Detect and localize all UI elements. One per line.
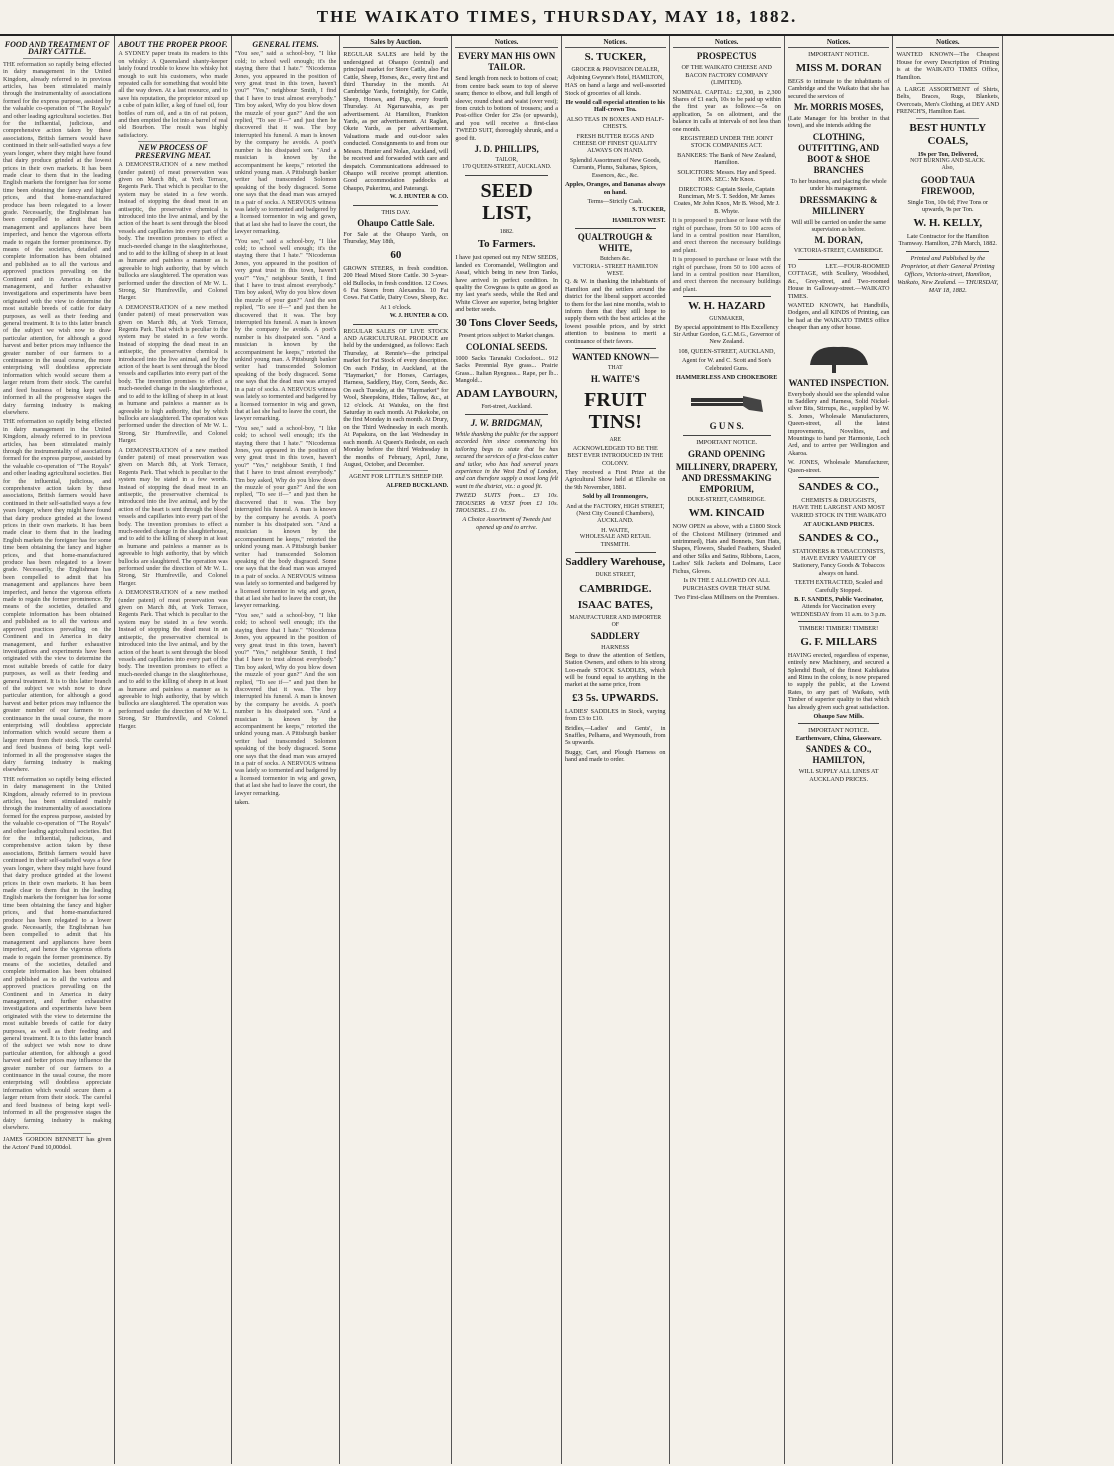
divider bbox=[798, 259, 880, 260]
ad-line: Splendid Assortment of New Goods, Currants, Plums, Sultanas, Spices, Essences, &c., &c. bbox=[569, 156, 661, 179]
ad-text: I have just opened out my NEW SEEDS, landed ex Coromandel, Wellington and Assaf, which being in new Iron Tanks, have arrived in perfect condition. In quality the Cowgrass is quite as good as my last year's seeds, while the Red and White Clover are superior, being brighter and better seeds. bbox=[455, 254, 559, 314]
ad-highlight: Apples, Oranges, and Bananas always on hand. bbox=[565, 181, 666, 196]
ad-sub-3: HARNESS bbox=[601, 644, 630, 652]
ad-text: HAVING erected, regardless of expense, entirely new Machinery, and secured a Splendid Bush, of the finest Kahikatea and Rimu in the colony, is now prepared to supply the public, at the Lowest Rates, to any part of Waikato, with Timber of superior quality to that which has already given such great satisfaction. bbox=[787, 651, 890, 711]
article-body-2: A DEMONSTRATION of a new method (under patent) of meat preservation was given on March 8th, at York Terrace, Regents Park. That which is peculiar to the system may be stated in a few words. Instead of stopping the dead meat in an antiseptic, the preservative chemical is introduced into the live animal, and by the action of the heart is sent through the blood vessels and capillaries into every part of the body. The invention promises to effect a much-needed change in the slaughterhouse, and to add to the killing of sheep in at least as humane and painless a manner as is agreeable to high authority, that by which bullocks are slaughtered. The operation was performed under the direction of Mr W. L. Strong, Sir Humfreville, and Colonel Harger. bbox=[118, 161, 228, 302]
article-body: "You see," said a school-boy, "I like cold; to school well enough; it's the staying there that I hate." "Nicodemus Jones, you appeared in the position of very great trust in this town, haven't you?" "Yes," neighbour Smith, I find that I have to trust almost everybody." Tim boy asked, Why do you blow down the muzzle of your gun?" And the son replied, "To see if—" and just then he discovered that it was. The boy interrupted his funeral. A man is known by the company he avoids. A poet's number is his dissipated son. "And a musician is known by the accompaniment he keeps," retorted the unkind young man. A Pittsburgh banker writer had transcended Solomon speaking of the body disgraced. Some one says that the dead man was arrayed in a pair of socks. A NERVOUS witness was lately so tormented and badgered by a licensed tormentor in wig and gown, that at last she had to leave the court, the lawyer remarking. bbox=[234, 50, 337, 236]
ad-price-list: 1000 Sacks Taranaki Cocksfoot... 912 Sacks Perennial Rye grass... Prairie Grass... Italian Ryegrass... Rape, per lb... Mangold... bbox=[455, 354, 559, 385]
ad-text: And at the FACTORY, HIGH STREET, (Next City Council Chambers), AUCKLAND. bbox=[566, 502, 665, 525]
column-2 bbox=[115, 36, 231, 1464]
article-body-continued-2: "You see," said a school-boy, "I like cold; to school well enough; it's the staying there that I hate." "Nicodemus Jones, you appeared in the position of very great trust in this town, haven't you?" "Yes," neighbour Smith, I find that I have to trust almost everybody." Tim boy asked, Why do you blow down the muzzle of your gun?" And the son replied, "To see if—" and just then he discovered that it was. The boy interrupted his funeral. A man is known by the company he avoids. A poet's number is his dissipated son. "And a musician is known by the accompaniment he keeps," retorted the unkind young man. A Pittsburgh banker writer had transcended Solomon speaking of the body disgraced. Some one says that the dead man was arrayed in a pair of socks. A NERVOUS witness was lately so tormented and badgered by a licensed tormentor in wig and gown, that at last she had to leave the court, the lawyer remarking. bbox=[234, 424, 337, 610]
ad-firm-address: Adjoining Gwynne's Hotel, HAMILTON, bbox=[566, 74, 664, 81]
ad-sub: Also, bbox=[941, 165, 954, 172]
ad-firm-3: SANDES & CO., bbox=[798, 531, 879, 544]
ad-firm: W. H. KELLY, bbox=[913, 216, 983, 229]
ad-text: Everybody should see the splendid value in Saddlery and Harness, Solid Nickel-silver Bits, Stirrups, &c., supplied by W. S. Jones, Wholesale Manufacturers, Queen-street, all the latest improvements, Novelties, and Mountings to hand per Harmonie, Loch Ard, and to arrive per Wellington and Akaroa. bbox=[787, 390, 890, 457]
ad-text: Q. & W. in thanking the inhabitants of Hamilton and the settlers around the district for the liberal support accorded to them for the last nine months, wish to inform them that they still hope to supply them with the best articles at the lowest possible prices, and by strict attention to business to merit a continuance of their favors. bbox=[565, 278, 666, 345]
ad-subheadline: To Farmers. bbox=[477, 238, 536, 251]
ad-title: WANTED INSPECTION. bbox=[788, 377, 889, 388]
ad-firm-2: QUALTROUGH & WHITE, bbox=[577, 232, 653, 254]
ad-price: 19s per Ton, Delivered, bbox=[917, 150, 979, 158]
ad-text: BEGS to intimate to the inhabitants of Cambridge and the Waikato that she has secured the services of bbox=[787, 77, 890, 100]
divider bbox=[575, 348, 655, 349]
ad-signature: S. TUCKER, bbox=[632, 207, 666, 214]
ad-signature: ALFRED BUCKLAND. bbox=[386, 482, 449, 489]
ad-text: WANTED KNOWN—The Cheapest House for every Description of Printing is at the WAIKATO TIMES Office, Hamilton. bbox=[896, 51, 1000, 81]
ad-firm-sub: TAILOR, bbox=[495, 157, 518, 164]
ad-text: Late Contractor for the Hamilton Tramway. Hamilton, 27th March, 1882. bbox=[898, 232, 997, 248]
divider bbox=[23, 1133, 91, 1134]
ad-firm-5: SANDES & CO., HAMILTON, bbox=[805, 744, 872, 766]
ad-title: IMPORTANT NOTICE. bbox=[808, 51, 870, 59]
ad-text: NOW OPEN as above, with a £1800 Stock of the Choicest Millinery (trimmed and untrimmed), Hats and Bonnets, Sun Hats, Shapes, Flowers, Shaded Feathers, Shaded and other Silks and Satins, Ribbons, Laces, Ladies' Silk Jackets and Dolmans, Lace Fichus, Gloves. bbox=[672, 523, 781, 575]
ad-name: B. F. SANDES, Public Vaccinator, bbox=[794, 596, 884, 604]
ad-title: PROSPECTUS bbox=[696, 51, 757, 62]
ad-line: BANKERS: The Bank of New Zealand, Hamilton. bbox=[677, 151, 777, 167]
article-body: A SYDNEY paper treats its readers to this on whisky: A Queensland shanty-keeper lately found trouble to know his whisky hot enough to suit his customers, who made repeated calls for something that would bite all the way down. At a last resource, and to save his reputation, the proprietor mixed up a cube of pain killer, a keg of fusel oil, four bottles of rum oil, and a tin of rat poison, and then emptied the lot into a barrel of real old Bourbon. The result was highly satisfactory. bbox=[118, 50, 228, 139]
ad-firm: MISS M. DORAN bbox=[795, 61, 882, 74]
ad-signature-sub: WHOLESALE AND RETAIL TINSMITH. bbox=[579, 534, 651, 548]
ad-firm-3: J. W. BRIDGMAN, bbox=[470, 417, 543, 428]
ad-firm-2-sub: Butchers &c. bbox=[599, 256, 631, 263]
ad-price: £3 5s. UPWARDS. bbox=[572, 691, 659, 704]
ad-firm-4: G. F. MILLARS bbox=[800, 635, 877, 648]
ad-name: Mr. MORRIS MOSES, bbox=[794, 102, 884, 113]
ad-subheadline-2: COLONIAL SEEDS. bbox=[465, 341, 548, 352]
ad-title: WANTED KNOWN— bbox=[571, 352, 659, 362]
ad-firm: J. D. PHILLIPS, bbox=[474, 144, 539, 155]
divider bbox=[23, 58, 91, 59]
divider bbox=[465, 175, 548, 176]
column-6 bbox=[562, 36, 669, 1464]
divider bbox=[575, 552, 655, 553]
ad-text: TO LET.—FOUR-ROOMED COTTAGE, with Scullery, Woodshed, &c., Grey-street, and Two-roomed House in Galloway-street.—WAIKATO TIMES. bbox=[787, 262, 890, 300]
ad-text: TEETH EXTRACTED, Scaled and Carefully Stopped. bbox=[794, 579, 883, 594]
ad-line: ALSO TEAS IN BOXES AND HALF-CHESTS. bbox=[566, 115, 664, 131]
ad-title: EVERY MAN HIS OWN TAILOR. bbox=[458, 51, 556, 73]
ad-sub-2: SADDLERY bbox=[590, 631, 640, 642]
columns bbox=[0, 36, 1114, 1464]
column-header: Sales by Auction. bbox=[343, 39, 448, 48]
divider bbox=[798, 621, 880, 622]
masthead-title: THE WAIKATO TIMES, THURSDAY, MAY 18, 1882. bbox=[316, 7, 798, 26]
ad-signature: W. J. HUNTER & CO. bbox=[389, 194, 449, 201]
ad-sub: ARE bbox=[609, 437, 622, 444]
ad-headline-2: Saddlery Warehouse, bbox=[565, 556, 666, 569]
ad-headline-2: 30 Tons Clover Seeds, bbox=[455, 316, 558, 329]
column-header: Notices. bbox=[565, 39, 665, 48]
ad-sub: MANUFACTURER AND IMPORTER OF bbox=[569, 614, 662, 628]
column-header: Notices. bbox=[455, 39, 558, 48]
ad-headline: GRAND OPENING bbox=[688, 448, 766, 459]
ad-terms: Terms—Strictly Cash. bbox=[587, 197, 643, 205]
imprint: Printed and Published by the Proprietor, at their General Printing Offices, Victoria-street, Hamilton, Waikato, New Zealand. — THURSDAY, MAY 18, 1882. bbox=[897, 254, 999, 294]
article-body-continued-2: THE reformation so rapidly being effected in dairy management in the United Kingdom, already referred to in previous articles, has been stimulated mainly through the instrumentality of associations formed for the express purpose, assisted by the valuable co-operation of "The Royals" and other leading agricultural societies. But for the influential, judicious, and comprehensive action taken by these associations, British farmers would have continued in their self-satisfied ways a few years longer, where they might have found that dairy produce grinded at the lowest prices in their own markets. It has been made clear to them that in the leading English markets the foreigner has for some time been obtaining the fancy and higher prices, and that home-manufactured produce has been relegated to a lower grade. Necessarily, the Englishman has been compelled to admit that his management and appliances have been imperfect, and hence the vigorous efforts made to regain the former prominence. By means of the societies, detailed and complete information has been obtained and published as to all the various and approved practices prevailing on the Continent and in America in dairy management, and further exhaustive investigations and experiments have been originated with the view to determine the most suitable breeds of cattle for dairy purposes, as well as their feeding and general treatment. It is to this latter branch of the subject we wish now to draw particular attention, for although a good harvest and better prices may influence the greater number of our farmers to a continuance in the usual course, the more enterprising will doubtless appreciate information which would secure them a larger return from their stock. The careful and feed business of being kept well-informed in all the progressive stages the dairy farming industry is making elsewhere. bbox=[3, 775, 112, 1131]
ad-note: A Choice Assortment of Tweeds just opened up and to arrive. bbox=[462, 516, 551, 531]
ad-list: GROWN STEERS, in fresh condition. 200 Head Mixed Store Cattle. 30 3-year-old Bullocks, in fresh condition. 12 Cows. 6 Fat Steers from Alexandra. 10 Fat Cows. Fat Cattle, Dairy Cows, Sheep, &c. bbox=[343, 264, 449, 302]
divider bbox=[363, 470, 428, 471]
ad-firm-sub: GUNMAKER, bbox=[709, 316, 745, 323]
divider bbox=[465, 414, 548, 415]
ad-highlight: AT AUCKLAND PRICES. bbox=[803, 521, 875, 529]
saddle-icon bbox=[802, 335, 876, 375]
article-heading-2: NEW PROCESS OF PRESERVING MEAT. bbox=[135, 143, 212, 160]
column-8 bbox=[785, 36, 894, 1464]
ad-firm: S. TUCKER, bbox=[584, 51, 646, 64]
ad-text: A LARGE ASSORTMENT of Shirts, Belts, Braces, Rugs, Blankets, Overcoats, Men's Clothing, at DEY AND FRENCH'S, Hamilton East. bbox=[896, 86, 1000, 116]
divider bbox=[906, 251, 989, 252]
column-1 bbox=[0, 36, 115, 1464]
ad-firm-2-address: VICTORIA - STREET HAMILTON WEST. bbox=[572, 263, 658, 277]
ad-sub: THAT bbox=[607, 365, 623, 371]
ad-title: IMPORTANT NOTICE. bbox=[808, 727, 870, 735]
ad-prices: TWEED SUITS from... £3 10s. TROUSERS & VEST from £1 10s. TROUSERS... £1 0s. bbox=[455, 492, 559, 515]
divider bbox=[683, 296, 771, 297]
article-body-continued-3: "You see," said a school-boy, "I like cold; to school well enough; it's the staying there that I hate." "Nicodemus Jones, you appeared in the position of very great trust in this town, haven't you?" "Yes," neighbour Smith, I find that I have to trust almost everybody." Tim boy asked, Why do you blow down the muzzle of your gun?" And the son replied, "To see if—" and just then he discovered that it was. The boy interrupted his funeral. A man is known by the company he avoids. A poet's number is his dissipated son. "And a musician is known by the accompaniment he keeps," retorted the unkind young man. A Pittsburgh banker writer had transcended Solomon speaking of the body disgraced. Some one says that the dead man was arrayed in a pair of socks. A NERVOUS witness was lately so tormented and badgered by a licensed tormentor in wig and gown, that at last she had to leave the court, the lawyer remarking. bbox=[234, 611, 337, 797]
ad-headline-2: DRESSMAKING & MILLINERY bbox=[799, 194, 878, 216]
ad-sub: Ohaupo Saw Mills. bbox=[813, 712, 864, 720]
ad-firm-address: 170 QUEEN-STREET, AUCKLAND. bbox=[462, 164, 552, 171]
ad-text: WANTED KNOWN, hat Handbills, Dodgers, and all KINDS of Printing, can be had at the WAIKATO TIMES office cheaper than any other house. bbox=[787, 301, 890, 332]
ad-big-number: 60 bbox=[390, 248, 402, 261]
ad-firm-2: ADAM LAYBOURN, bbox=[455, 387, 558, 400]
ad-sub: NOT BURNING AND SLACK. bbox=[910, 158, 986, 165]
footer-note: JAMES GORDON BENNETT has given the Actors' Fund 10,000dol. bbox=[3, 1136, 112, 1151]
ad-line: REGISTERED UNDER THE JOINT STOCK COMPANIES ACT. bbox=[680, 135, 774, 150]
ad-text: (Late Manager for his brother in that town), and she intends adding the bbox=[787, 115, 890, 130]
divider bbox=[683, 435, 771, 436]
ad-text: LADIES' SADDLES in Stock, varying from £3 to £10. bbox=[565, 707, 666, 723]
article-heading: GENERAL ITEMS. bbox=[252, 40, 319, 49]
article-body-2-continued-2: A DEMONSTRATION of a new method (under patent) of meat preservation was given on March 8th, at York Terrace, Regents Park. That which is peculiar to the system may be stated in a few words. Instead of stopping the dead meat in an antiseptic, the preservative chemical is introduced into the live animal, and by the action of the heart is sent through the blood vessels and capillaries into every part of the body. The invention promises to effect a much-needed change in the slaughterhouse, and to add to the killing of sheep in at least as humane and painless a manner as is agreeable to high authority, that by which bullocks are slaughtered. The operation was performed under the direction of Mr W. L. Strong, Sir Humfreville, and Colonel Harger. bbox=[118, 446, 228, 587]
ad-text: NOMINAL CAPITAL: £2,300, in 2,300 Shares of £1 each, 10s to be paid up within the first year as follows:—5s on application, 5s on allotment, and the balance in calls at intervals of not less than one month. bbox=[672, 88, 781, 133]
ad-headline-3: CAMBRIDGE. bbox=[579, 582, 652, 595]
column-header: Notices. bbox=[896, 39, 999, 48]
ad-headline: SEED LIST, bbox=[480, 179, 533, 224]
ad-text: Bridles,—Ladies' and Gents', in Snaffles, Pelhams, and Weymouth, from 5s upwards. bbox=[565, 724, 666, 747]
column-3 bbox=[232, 36, 341, 1464]
ad-text: W. JONES, Wholesale Manufacturer, Queen-street. bbox=[787, 459, 890, 474]
article-body: THE reformation so rapidly being effected in dairy management in the United Kingdom, already referred to in previous articles, has been stimulated mainly through the instrumentality of associations formed for the express purpose, assisted by the valuable co-operation of "The Royals" and other leading agricultural societies. But for the influential, judicious, and comprehensive action taken by these associations, British farmers would have continued in their self-satisfied ways a few years longer, where they might have found that dairy produce grinded at the lowest prices in their own markets. It has been made clear to them that in the leading English markets the foreigner has for some time been obtaining the fancy and higher prices, and that home-manufactured produce has been relegated to a lower grade. Necessarily, the Englishman has been compelled to admit that his management and appliances have been imperfect, and hence the vigorous efforts made to regain the former prominence. By means of the societies, detailed and complete information has been obtained and published as to all the various and approved practices prevailing on the Continent and in America in dairy management, and further exhaustive investigations and experiments have been originated with the view to determine the most suitable breeds of cattle for dairy purposes, as well as their feeding and general treatment. It is to this latter branch of the subject we wish now to draw particular attention, for although a good harvest and better prices may influence the greater number of our farmers to a continuance in the usual course, the more enterprising will doubtless appreciate information which would secure them a larger return from their stock. The careful and feed business of being kept well-informed in all the progressive stages the dairy farming industry is making elsewhere. bbox=[3, 60, 112, 416]
divider bbox=[353, 324, 438, 325]
ad-firm-2: SANDES & CO., bbox=[798, 481, 879, 493]
ad-headline: BEST HUNTLY COALS, bbox=[909, 121, 987, 147]
divider bbox=[138, 141, 207, 142]
ad-title: TIMBER! TIMBER! TIMBER! bbox=[799, 625, 879, 633]
divider bbox=[916, 118, 979, 119]
ad-signature-sub: HAMILTON WEST. bbox=[612, 217, 666, 224]
ad-firm-2: WM. KINCAID bbox=[688, 507, 765, 520]
ad-headline: FRUIT TINS! bbox=[584, 389, 647, 434]
ad-headline-2: MILLINERY, DRAPERY, AND DRESSMAKING EMPORIUM, bbox=[675, 461, 778, 494]
ad-text: While thanking the public for the support accorded him since commencing his tailoring begs to state that he has secured the services of a first-class cutter and tailor, who has had several years experience in the West End of London, and can therefore supply a most long felt want in the district, viz.: a good fit. bbox=[455, 430, 559, 490]
ad-line: Two First-class Milliners on the Premises. bbox=[674, 593, 779, 601]
column-9 bbox=[893, 36, 1003, 1464]
ad-line: SOLICITORS: Messrs. Hay and Speed. HON. SEC.: Mr Knox. bbox=[677, 168, 776, 184]
ad-text: REGULAR SALES are held by the undersigned at Ohaupo (central) and principal market for Store Cattle, also Fat Cattle, Sheep, Horses, &c., every first and third Thursday in the month. At Cambridge Yards, fortnightly, for Cattle, Sheep, Horses, and Pigs, every fourth Thursday. At Ngaruawahia, as per advertisement. At Hamilton, Frankton Yards, as per advertisement. At Raglan, Okete Yards, as per advertisement. Valuations made and out-door sales conducted. Consignments to and from our Messrs. Hunter and Nolan, Auckland, will be received and forwarded with care and despatch. Communications addressed to Ohaupo will receive prompt attention. Good accommodation paddocks at Ohaupo, Pukerimu, and Paterangi. bbox=[343, 51, 449, 192]
ad-text: It is proposed to purchase or lease with the right of purchase, from 50 to 100 acres of land in a central position near Hamilton, and erect thereon the necessary buildings and plant. bbox=[672, 217, 781, 254]
ad-note: Present prices subject to Market changes. bbox=[458, 332, 555, 339]
column-7 bbox=[670, 36, 785, 1464]
ad-headline-2: GOOD TAUA FIREWOOD, bbox=[920, 174, 975, 196]
ad-sub: STATIONERS & TOBACCONISTS, bbox=[792, 547, 885, 555]
ad-text: ACKNOWLEDGED TO BE THE BEST EVER INTRODUCED IN THE COLONY. bbox=[567, 444, 664, 467]
ad-sub: CHEMISTS & DRUGGISTS, bbox=[801, 497, 877, 504]
ad-title: IMPORTANT NOTICE. bbox=[696, 439, 758, 447]
ad-address: VICTORIA-STREET, CAMBRIDGE. bbox=[793, 248, 884, 255]
ad-address: DUKE-STREET, CAMBRIDGE. bbox=[687, 496, 766, 503]
divider bbox=[798, 477, 880, 478]
ad-firm-2-address: Fort-street, Auckland. bbox=[481, 403, 533, 410]
ad-sub: Earthenware, China, Glassware. bbox=[795, 734, 882, 742]
divider bbox=[353, 205, 438, 206]
ad-sub: OF THE WAIKATO CHEESE AND BACON FACTORY COMPANY (LIMITED). bbox=[681, 64, 772, 87]
ad-sub: DUKE STREET, bbox=[595, 572, 636, 579]
article-body-2-continued-3: A DEMONSTRATION of a new method (under patent) of meat preservation was given on March 8th, at York Terrace, Regents Park. That which is peculiar to the system may be stated in a few words. Instead of stopping the dead meat in an antiseptic, the preservative chemical is introduced into the live animal, and by the action of the heart is sent through the blood vessels and capillaries into every part of the body. The invention promises to effect a much-needed change in the slaughterhouse, and to add to the killing of sheep in at least as humane and painless a manner as is agreeable to high authority, that by which bullocks are slaughtered. The operation was performed under the direction of Mr W. L. Strong, Sir Humfreville, and Colonel Harger. bbox=[118, 589, 228, 730]
ad-text: WILL SUPPLY ALL LINES AT AUCKLAND PRICES. bbox=[798, 768, 879, 783]
ad-text: Will still be carried on under the same supervision as before. bbox=[791, 218, 886, 234]
ad-text: Begs to draw the attention of Settlers, Station Owners, and others to his strong Loo-made STOCK SADDLES, which will be found equal to anything in the market at the same price, from bbox=[565, 651, 666, 689]
ad-text: Attends for Vaccination every WEDNESDAY from 11 a.m. to 3 p.m. bbox=[791, 603, 887, 618]
ad-firm: W. H. HAZARD bbox=[688, 300, 766, 313]
ad-line: FRESH BUTTER EGGS AND CHEESE OF FINEST QUALITY ALWAYS ON HAND. bbox=[573, 132, 658, 155]
ad-signature: W. J. HUNTER & CO. bbox=[389, 313, 449, 320]
ad-sub: G U N S. bbox=[709, 421, 744, 432]
ad-signature: H. WAITE, bbox=[601, 526, 630, 534]
divider bbox=[798, 723, 880, 724]
ad-text: Single Ton, 10s 6d; Five Tons or upwards, 9s per Ton. bbox=[907, 198, 989, 214]
article-heading: FOOD AND TREATMENT OF DAIRY CATTLE. bbox=[4, 40, 110, 57]
ad-highlight: HAMMERLESS AND CHOKEBORE bbox=[675, 374, 778, 382]
ad-text: HAS on hand a large and well-assorted Stock of groceries of all kinds. bbox=[565, 82, 666, 97]
ad-text: HAVE EVERY VARIETY OF Stationery, Fancy Goods & Tobaccos always on hand. bbox=[792, 555, 885, 577]
ad-signature: M. DORAN, bbox=[814, 235, 863, 246]
column-5 bbox=[452, 36, 562, 1464]
article-body-continued: THE reformation so rapidly being effected in dairy management in the United Kingdom, already referred to in previous articles, has been stimulated mainly through the instrumentality of associations formed for the express purpose, assisted by the valuable co-operation of "The Royals" and other leading agricultural societies. But for the influential, judicious, and comprehensive action taken by these associations, British farmers would have continued in their self-satisfied ways a few years longer, where they might have found that dairy produce grinded at the lowest prices in their own markets. It has been made clear to them that in the leading English markets the foreigner has for some time been obtaining the fancy and higher prices, and that home-manufactured produce has been relegated to a lower grade. Necessarily, the Englishman has been compelled to admit that his management and appliances have been imperfect, and hence the vigorous efforts made to regain the former prominence. By means of the societies, detailed and complete information has been obtained and published as to all the various and approved practices prevailing on the Continent and in America in dairy management, and further exhaustive investigations and experiments have been originated with the view to determine the most suitable breeds of cattle for dairy purposes, as well as their feeding and general treatment. It is to this latter branch of the subject we wish now to draw particular attention, for although a good harvest and better prices may influence the greater number of our farmers to a continuance in the usual course, the more enterprising will doubtless appreciate information which would secure them a larger return from their stock. The careful and feed business of being kept well-informed in all the progressive stages the dairy farming industry is making elsewhere. bbox=[3, 418, 112, 774]
column-header: Notices. bbox=[788, 39, 890, 48]
ad-firm-4: ISAAC BATES, bbox=[577, 598, 653, 611]
ad-text-continued: It is proposed to purchase or lease with the right of purchase, from 50 to 100 acres of land in a central position near Hamilton, and erect thereon the necessary buildings and plant. bbox=[672, 256, 781, 293]
divider bbox=[916, 83, 979, 84]
masthead bbox=[0, 0, 1114, 36]
column-4 bbox=[340, 36, 452, 1464]
ad-text: For Sale at the Ohaupo Yards, on Thursday, May 18th, bbox=[343, 230, 449, 246]
ad-text: They received a First Prize at the Agricultural Show held at Ellerslie on the 9th November, 1881. bbox=[565, 469, 666, 491]
ad-agent: AGENT FOR LITTLE'S SHEEP DIP. bbox=[348, 473, 443, 481]
ad-firm-3: H. WAITE'S bbox=[590, 374, 640, 385]
ad-time: At 1 o'clock. bbox=[380, 303, 412, 311]
ad-address: 108, QUEEN-STREET, AUCKLAND, bbox=[678, 347, 775, 355]
article-heading: ABOUT THE PROPER PROOF. bbox=[118, 40, 228, 49]
shotgun-icon bbox=[687, 384, 767, 418]
ad-text: HAVE THE LARGEST AND MOST VARIED STOCK IN THE WAIKATO bbox=[790, 504, 887, 519]
ad-headline: CLOTHING, OUTFITTING, AND BOOT & SHOE BRANCHES bbox=[798, 131, 880, 175]
ad-text: REGULAR SALES OF LIVE STOCK AND AGRICULTURAL PRODUCE are held by the undersigned, as follows: Each Thursday, at Rennie's—the principal market for Fat Stock of every description. On each Friday, in Auckland, at the "Haymarket," for Horses, Carriages, Harness, Saddlery, Hay, Corn, Seeds, &c. On each Tuesday, at the "Haymarket" for Wool, Sheepskins, Hides, Tallow, &c., at 12 o'clock. At Waiuku, on the first Saturday in each month. At Pukekohe, on the first Monday in each month. At Drury, on the Third Wednesday in each month. At Papakura, on the last Wednesday in each month. At Queen's Redoubt, on each Monday before the third Wednesday in the months of February, April, June, August, October, and December. bbox=[343, 327, 449, 468]
ad-label: THIS DAY. bbox=[381, 208, 411, 216]
ad-text: Buggy, Cart, and Plough Harness on hand and made to order. bbox=[565, 748, 666, 764]
ad-text: By special appointment to His Excellency Sir Arthur Gordon, G.C.M.G., Governor of New Zealand. bbox=[673, 323, 781, 346]
divider bbox=[575, 228, 655, 229]
ad-line: DIRECTORS: Captain Steele, Captain Runciman, Mr S. T. Seddon, Mr James Coates, Mr John Knox, Mr B. Wood, Mr J. B. Whyte. bbox=[673, 185, 780, 215]
footer-note: taken. bbox=[234, 799, 250, 807]
article-body-continued: "You see," said a school-boy, "I like cold; to school well enough; it's the staying there that I hate." "Nicodemus Jones, you appeared in the position of very great trust in this town, haven't you?" "Yes," neighbour Smith, I find that I have to trust almost everybody." Tim boy asked, Why do you blow down the muzzle of your gun?" And the son replied, "To see if—" and just then he discovered that it was. The boy interrupted his funeral. A man is known by the company he avoids. A poet's number is his dissipated son. "And a musician is known by the accompaniment he keeps," retorted the unkind young man. A Pittsburgh banker writer had transcended Solomon speaking of the body disgraced. Some one says that the dead man was arrayed in a pair of socks. A NERVOUS witness was lately so tormented and badgered by a licensed tormentor in wig and gown, that at last she had to leave the court, the lawyer remarking. bbox=[234, 237, 337, 423]
ad-line: Is IN THE £ ALLOWED ON ALL PURCHASES OVER THAT SUM. bbox=[682, 577, 771, 592]
ad-text: Send length from neck to bottom of coat; from centre back seam to top of sleeve seam; thence to elbow, and full length of sleeve; round chest and waist (over vest); from crutch to bottom of trousers; and a Post-office Order for 25s (or upwards), and you will receive a first-class TWEED SUIT, thoroughly shrunk, and a good fit. bbox=[455, 75, 559, 142]
article-body-2-continued: A DEMONSTRATION of a new method (under patent) of meat preservation was given on March 8th, at York Terrace, Regents Park. That which is peculiar to the system may be stated in a few words. Instead of stopping the dead meat in an antiseptic, the preservative chemical is introduced into the live animal, and by the action of the heart is sent through the blood vessels and capillaries into every part of the body. The invention promises to effect a much-needed change in the slaughterhouse, and to add to the killing of sheep in at least as humane and painless a manner as is agreeable to high authority, that by which bullocks are slaughtered. The operation was performed under the direction of Mr W. L. Strong, Sir Humfreville, and Colonel Harger. bbox=[118, 303, 228, 445]
ad-text: Agent for W. and C. Scott and Son's Celebrated Guns. bbox=[682, 357, 772, 372]
column-header: Notices. bbox=[673, 39, 781, 48]
ad-year: 1882. bbox=[499, 227, 514, 235]
ad-title: Ohaupo Cattle Sale. bbox=[357, 217, 435, 228]
ad-highlight: Sold by all Ironmongers, bbox=[582, 493, 648, 501]
ad-firm-sub: GROCER & PROVISION DEALER, bbox=[571, 67, 660, 74]
ad-highlight: He would call especial attention to his Half-crown Tea. bbox=[565, 99, 665, 114]
ad-text: To her business, and placing the whole under his management. bbox=[790, 177, 887, 193]
